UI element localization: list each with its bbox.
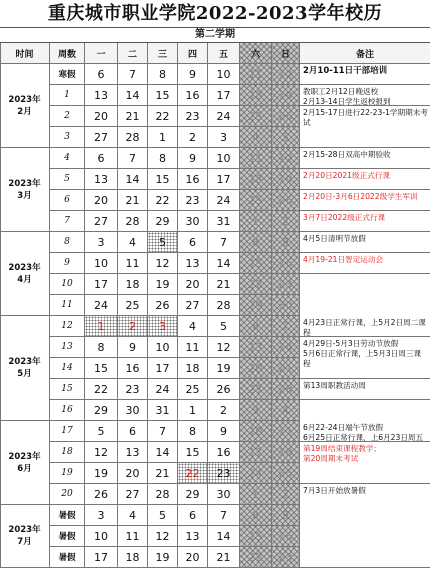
day-cell: 12: [272, 148, 300, 169]
day-cell: 30: [118, 400, 148, 421]
day-cell: 23: [272, 547, 300, 568]
day-cell: 14: [148, 442, 178, 463]
day-cell: 3: [85, 232, 118, 253]
day-cell: 4: [118, 505, 148, 526]
day-cell: 20: [85, 190, 118, 211]
day-cell: 24: [208, 190, 240, 211]
day-cell: 12: [148, 526, 178, 547]
week-number: 20: [50, 484, 85, 505]
day-cell: 26: [272, 190, 300, 211]
day-cell: 18: [240, 85, 272, 106]
day-cell: 24: [240, 463, 272, 484]
day-cell: 25: [118, 295, 148, 316]
day-cell: 27: [85, 127, 118, 148]
day-cell: 19: [148, 547, 178, 568]
day-cell: 5: [208, 316, 240, 337]
day-cell: 18: [240, 169, 272, 190]
day-cell: 2: [118, 316, 148, 337]
day-cell: 7: [148, 421, 178, 442]
day-cell: 8: [85, 337, 118, 358]
day-cell: 26: [208, 379, 240, 400]
day-cell: 15: [240, 253, 272, 274]
day-cell: 21: [208, 274, 240, 295]
day-cell: 8: [240, 232, 272, 253]
day-cell: 11: [272, 421, 300, 442]
day-cell: 3: [148, 316, 178, 337]
day-cell: 24: [148, 379, 178, 400]
day-cell: 25: [178, 379, 208, 400]
day-cell: 18: [118, 547, 148, 568]
day-cell: 17: [148, 358, 178, 379]
header-time: 时间: [0, 43, 50, 64]
day-cell: 1: [178, 400, 208, 421]
day-cell: 5: [148, 505, 178, 526]
day-cell: 30: [178, 211, 208, 232]
week-number: 17: [50, 421, 85, 442]
day-cell: 23: [178, 190, 208, 211]
day-cell: 24: [208, 106, 240, 127]
week-number: 7: [50, 211, 85, 232]
week-number: 19: [50, 463, 85, 484]
day-cell: 6: [85, 64, 118, 85]
day-cell: 17: [208, 85, 240, 106]
day-cell: 14: [272, 337, 300, 358]
day-cell: 23: [118, 379, 148, 400]
day-cell: 12: [148, 253, 178, 274]
day-cell: 11: [240, 64, 272, 85]
week-number: 暑假: [50, 526, 85, 547]
week-number: 9: [50, 253, 85, 274]
day-cell: 12: [272, 64, 300, 85]
page-title: 重庆城市职业学院2022-2023学年校历: [47, 3, 383, 24]
day-cell: 29: [85, 400, 118, 421]
day-cell: 25: [240, 190, 272, 211]
day-cell: 20: [85, 106, 118, 127]
month-label: 2023年 4月: [0, 232, 50, 316]
header-week: 周数: [50, 43, 85, 64]
day-cell: 15: [178, 442, 208, 463]
day-cell: 5: [272, 127, 300, 148]
note-text: 2月20日-3月6日2022级学生军训: [300, 190, 430, 211]
note-text: 2月20日2021级正式行课: [300, 169, 430, 190]
month-label: 2023年 3月: [0, 148, 50, 232]
day-cell: 13: [85, 85, 118, 106]
day-cell: 27: [85, 211, 118, 232]
day-cell: 7: [208, 505, 240, 526]
day-cell: 2: [272, 211, 300, 232]
day-cell: 22: [148, 190, 178, 211]
day-cell: 14: [208, 526, 240, 547]
header-notes: 备注: [300, 43, 430, 64]
day-cell: 1: [148, 127, 178, 148]
calendar-table: [0, 43, 430, 574]
day-cell: 25: [272, 463, 300, 484]
day-cell: 20: [240, 358, 272, 379]
day-cell: 16: [178, 85, 208, 106]
day-cell: 13: [178, 253, 208, 274]
day-cell: 19: [272, 169, 300, 190]
day-cell: 16: [208, 442, 240, 463]
note-text: 4月19-21日智定运动会: [300, 253, 430, 274]
day-cell: 2: [272, 484, 300, 505]
note-text: 4月23日正常行课，上5月2日周二课程: [300, 316, 430, 337]
day-cell: 21: [148, 463, 178, 484]
day-cell: 13: [240, 337, 272, 358]
header-day-1: 一: [85, 43, 118, 64]
day-cell: 10: [240, 421, 272, 442]
day-cell: 29: [148, 211, 178, 232]
day-cell: 17: [240, 442, 272, 463]
week-number: 13: [50, 337, 85, 358]
week-number: 寒假: [50, 64, 85, 85]
note-text: 3月7日2022级正式行课: [300, 211, 430, 232]
semester-label: 第二学期: [0, 27, 430, 43]
day-cell: 21: [208, 547, 240, 568]
day-cell: 12: [208, 337, 240, 358]
day-cell: 22: [240, 274, 272, 295]
day-cell: 9: [178, 64, 208, 85]
day-cell: 16: [118, 358, 148, 379]
day-cell: 11: [240, 148, 272, 169]
day-cell: 15: [148, 169, 178, 190]
day-cell: 4: [272, 400, 300, 421]
day-cell: 20: [178, 547, 208, 568]
note-text: 6月22-24日端午节放假 6月25日正常行课，上6月23日周五: [300, 421, 430, 442]
day-cell: 13: [85, 169, 118, 190]
note-text: 4月5日清明节放假: [300, 232, 430, 253]
day-cell: 9: [272, 232, 300, 253]
day-cell: 21: [118, 190, 148, 211]
day-cell: 2: [208, 400, 240, 421]
week-number: 14: [50, 358, 85, 379]
day-cell: 23: [272, 274, 300, 295]
day-cell: 22: [178, 463, 208, 484]
day-cell: 17: [85, 274, 118, 295]
note-text: 2月10-11日干部培训: [300, 64, 430, 85]
day-cell: 4: [240, 127, 272, 148]
day-cell: 19: [272, 85, 300, 106]
day-cell: 9: [272, 505, 300, 526]
header-day-4: 四: [178, 43, 208, 64]
day-cell: 4: [118, 232, 148, 253]
day-cell: 30: [208, 484, 240, 505]
day-cell: 18: [178, 358, 208, 379]
day-cell: 13: [178, 526, 208, 547]
day-cell: 30: [272, 295, 300, 316]
day-cell: 14: [118, 169, 148, 190]
header-day-5: 五: [208, 43, 240, 64]
week-number: 10: [50, 274, 85, 295]
day-cell: 11: [178, 337, 208, 358]
day-cell: 22: [240, 547, 272, 568]
week-number: 暑假: [50, 505, 85, 526]
day-cell: 29: [178, 484, 208, 505]
week-number: 12: [50, 316, 85, 337]
day-cell: 14: [208, 253, 240, 274]
week-number: 16: [50, 400, 85, 421]
day-cell: 13: [118, 442, 148, 463]
day-cell: 19: [208, 358, 240, 379]
day-cell: 12: [85, 442, 118, 463]
day-cell: 7: [272, 316, 300, 337]
day-cell: 28: [208, 295, 240, 316]
day-cell: 21: [272, 358, 300, 379]
day-cell: 7: [208, 232, 240, 253]
day-cell: 8: [178, 421, 208, 442]
day-cell: 15: [240, 526, 272, 547]
day-cell: 18: [272, 442, 300, 463]
day-cell: 10: [208, 64, 240, 85]
day-cell: 11: [118, 526, 148, 547]
note-text: 2月15-17日进行22-23-1学期期末考试: [300, 106, 430, 148]
day-cell: 29: [240, 295, 272, 316]
week-number: 5: [50, 169, 85, 190]
day-cell: 15: [85, 358, 118, 379]
day-cell: 6: [240, 316, 272, 337]
day-cell: 15: [148, 85, 178, 106]
day-cell: 6: [118, 421, 148, 442]
day-cell: 23: [208, 463, 240, 484]
week-number: 1: [50, 85, 85, 106]
day-cell: 21: [118, 106, 148, 127]
day-cell: 8: [148, 64, 178, 85]
day-cell: 26: [148, 295, 178, 316]
day-cell: 19: [148, 274, 178, 295]
day-cell: 28: [118, 211, 148, 232]
week-number: 15: [50, 379, 85, 400]
month-label: 2023年 5月: [0, 316, 50, 421]
day-cell: 26: [272, 106, 300, 127]
day-cell: 28: [118, 127, 148, 148]
day-cell: 7: [118, 64, 148, 85]
month-label: 2023年 2月: [0, 64, 50, 148]
day-cell: 20: [118, 463, 148, 484]
day-cell: 10: [85, 526, 118, 547]
day-cell: 25: [240, 106, 272, 127]
day-cell: 9: [208, 421, 240, 442]
day-cell: 1: [85, 316, 118, 337]
note-text: 7月3日开始放暑假: [300, 484, 430, 568]
month-label: 2023年 7月: [0, 505, 50, 568]
day-cell: 19: [85, 463, 118, 484]
week-number: 8: [50, 232, 85, 253]
day-cell: 28: [148, 484, 178, 505]
header-day-3: 三: [148, 43, 178, 64]
day-cell: 31: [148, 400, 178, 421]
day-cell: 3: [85, 505, 118, 526]
day-cell: 1: [240, 211, 272, 232]
week-number: 4: [50, 148, 85, 169]
day-cell: 17: [85, 547, 118, 568]
note-text: 第19周结束课程教学； 第20周期末考试: [300, 442, 430, 484]
day-cell: 31: [208, 211, 240, 232]
header-day-7: 日: [272, 43, 300, 64]
day-cell: 16: [272, 526, 300, 547]
day-cell: 27: [240, 379, 272, 400]
day-cell: 10: [208, 148, 240, 169]
day-cell: 9: [118, 337, 148, 358]
day-cell: 26: [85, 484, 118, 505]
day-cell: 16: [178, 169, 208, 190]
day-cell: 28: [272, 379, 300, 400]
day-cell: 11: [118, 253, 148, 274]
note-text: 2月15-28日双高中期验收: [300, 148, 430, 169]
day-cell: 27: [178, 295, 208, 316]
day-cell: 14: [118, 85, 148, 106]
table-border: [0, 43, 1, 568]
day-cell: 24: [85, 295, 118, 316]
week-number: 6: [50, 190, 85, 211]
day-cell: 20: [178, 274, 208, 295]
note-text: 4月29日-5月3日劳动节放假 5月6日正常行课，上5月3日周三课程: [300, 337, 430, 379]
week-number: 2: [50, 106, 85, 127]
day-cell: 8: [148, 148, 178, 169]
day-cell: 17: [208, 169, 240, 190]
day-cell: 22: [85, 379, 118, 400]
day-cell: 7: [118, 148, 148, 169]
day-cell: 10: [85, 253, 118, 274]
day-cell: 4: [178, 316, 208, 337]
day-cell: 3: [208, 127, 240, 148]
note-text: 第13周职教活动周: [300, 379, 430, 400]
day-cell: 6: [85, 148, 118, 169]
day-cell: 23: [178, 106, 208, 127]
day-cell: 5: [148, 232, 178, 253]
day-cell: 10: [148, 337, 178, 358]
day-cell: 5: [85, 421, 118, 442]
day-cell: 3: [240, 400, 272, 421]
day-cell: 6: [178, 232, 208, 253]
header-day-6: 六: [240, 43, 272, 64]
week-number: 18: [50, 442, 85, 463]
day-cell: 9: [178, 148, 208, 169]
day-cell: 2: [178, 127, 208, 148]
day-cell: 16: [272, 253, 300, 274]
week-number: 暑假: [50, 547, 85, 568]
day-cell: 18: [118, 274, 148, 295]
note-text: 教职工2月12日晚返校 2月13-14日学生返校报到: [300, 85, 430, 106]
day-cell: 6: [178, 505, 208, 526]
header-day-2: 二: [118, 43, 148, 64]
day-cell: 1: [240, 484, 272, 505]
week-number: 3: [50, 127, 85, 148]
week-number: 11: [50, 295, 85, 316]
day-cell: 8: [240, 505, 272, 526]
day-cell: 27: [118, 484, 148, 505]
day-cell: 22: [148, 106, 178, 127]
month-label: 2023年 6月: [0, 421, 50, 505]
